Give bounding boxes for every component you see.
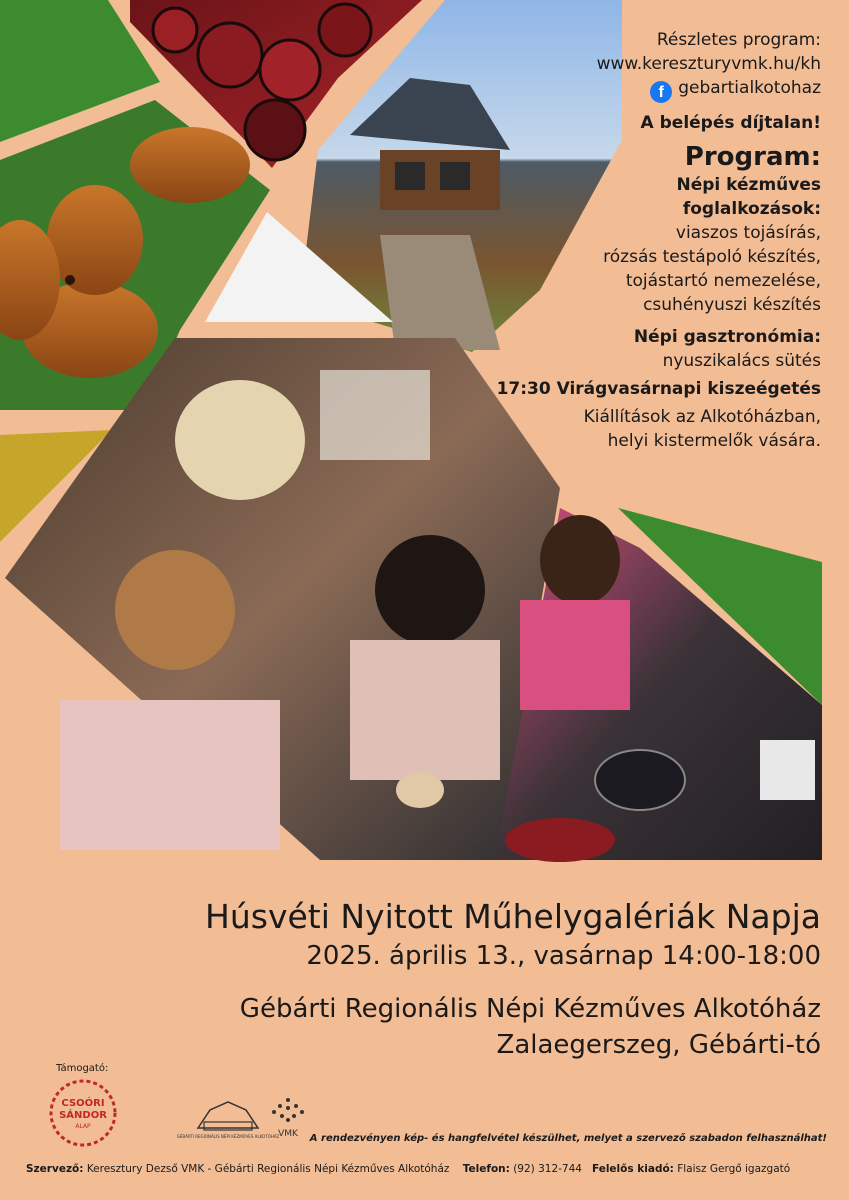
program-heading: Program: xyxy=(684,142,821,172)
phone-label: Telefon: xyxy=(462,1163,510,1175)
gebart-caption: GÉBÁRTI REGIONÁLIS NÉPI KÉZMŰVES ALKOTÓHÁZ xyxy=(176,1134,280,1139)
program-info xyxy=(381,28,821,453)
disclaimer: A rendezvényen kép- és hangfelvétel készülhet, melyet a szervező szabadon felhasználhat! xyxy=(309,1133,827,1144)
csoori-text-1: CSOÓRI xyxy=(61,1098,105,1109)
crafts-heading-2: foglalkozások: xyxy=(682,199,821,219)
extra-line-1: Kiállítások az Alkotóházban, xyxy=(583,407,821,427)
csoori-logo xyxy=(44,1078,122,1148)
free-entry: A belépés díjtalan! xyxy=(640,113,821,133)
event-title: Húsvéti Nyitott Műhelygalériák Napja xyxy=(205,897,821,936)
extra-line-2: helyi kistermelők vására. xyxy=(607,431,821,451)
crafts-item: rózsás testápoló készítés, xyxy=(603,247,821,267)
venue-location: Zalaegerszeg, Gébárti-tó xyxy=(496,1030,821,1060)
phone: (92) 312-744 xyxy=(513,1163,582,1175)
facebook-line[interactable] xyxy=(381,76,821,103)
gebart-logo xyxy=(176,1092,280,1146)
facebook-handle: gebartialkotohaz xyxy=(678,78,821,98)
organizer-label: Szervező: xyxy=(26,1163,84,1175)
crafts-heading-1: Népi kézműves xyxy=(676,175,821,195)
event-block xyxy=(21,895,821,1063)
publisher-label: Felelős kiadó: xyxy=(591,1163,674,1175)
sponsor-label: Támogató: xyxy=(56,1063,109,1074)
footer xyxy=(26,1163,826,1175)
special-event: 17:30 Virágvasárnapi kiszeégetés xyxy=(496,379,821,399)
website-link[interactable]: www.kereszturyvmk.hu/kh xyxy=(596,54,821,74)
vmk-text: VMK xyxy=(278,1129,298,1139)
vmk-logo xyxy=(268,1094,308,1144)
publisher: Flaisz Gergő igazgató xyxy=(677,1163,791,1175)
venue-name: Gébárti Regionális Népi Kézműves Alkotóház xyxy=(239,994,821,1024)
organizer: Keresztury Dezső VMK - Gébárti Regionális Népi Kézműves Alkotóház xyxy=(86,1163,450,1175)
gastro-item: nyuszikalács sütés xyxy=(662,351,821,371)
program-label: Részletes program: xyxy=(656,30,821,50)
crafts-item: csuhényuszi készítés xyxy=(643,295,821,315)
csoori-text-3: ALAP xyxy=(75,1123,91,1130)
facebook-icon: f xyxy=(650,81,672,103)
crafts-item: tojástartó nemezelése, xyxy=(625,271,821,291)
event-date: 2025. április 13., vasárnap 14:00-18:00 xyxy=(306,941,821,971)
csoori-text-2: SÁNDOR xyxy=(59,1110,107,1121)
gastro-heading: Népi gasztronómia: xyxy=(633,327,821,347)
crafts-item: viaszos tojásírás, xyxy=(675,223,821,243)
